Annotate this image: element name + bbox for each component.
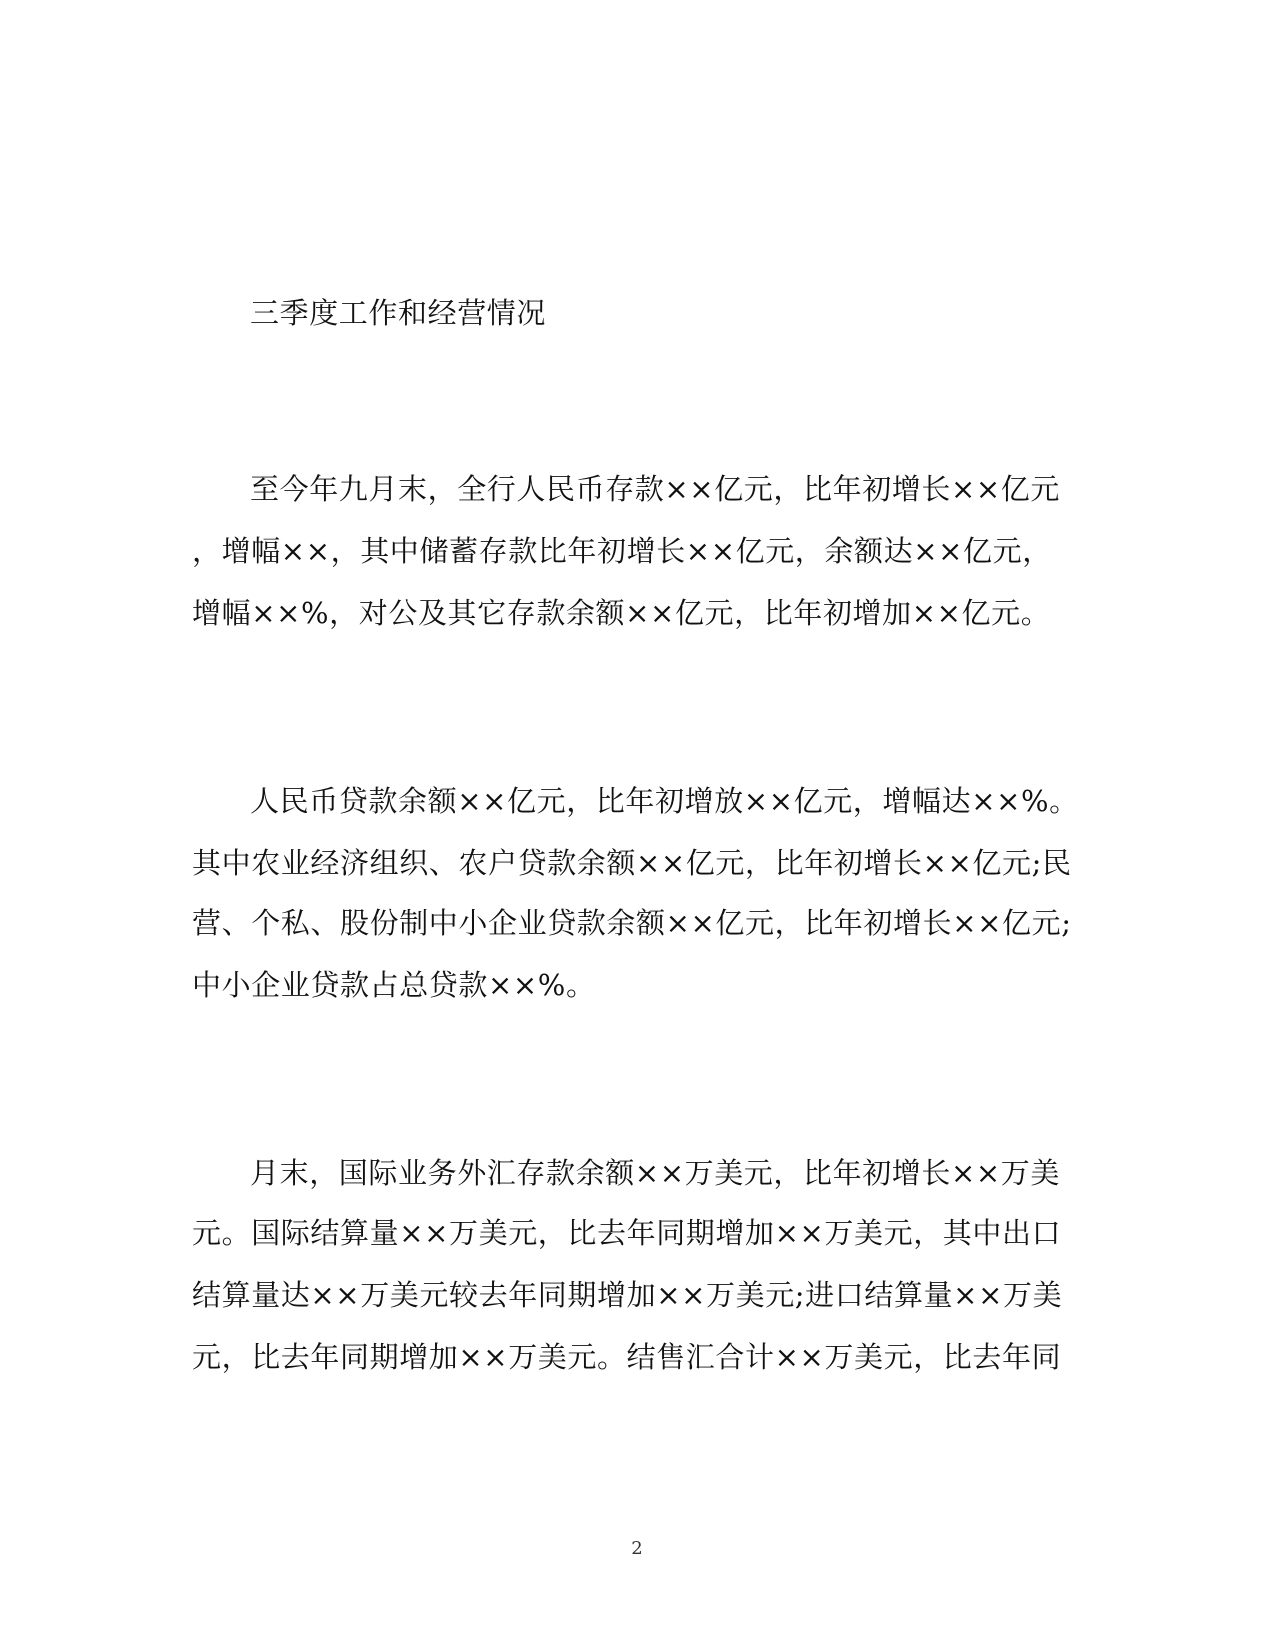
- paragraph-line: 营、个私、股份制中小企业贷款余额××亿元，比年初增长××亿元;: [192, 906, 1072, 940]
- paragraph-line: 结算量达××万美元较去年同期增加××万美元;进口结算量××万美: [192, 1278, 1063, 1312]
- paragraph-line: 中小企业贷款占总贷款××%。: [192, 968, 596, 1002]
- page-number: 2: [631, 1538, 643, 1559]
- paragraph-line: 月末，国际业务外汇存款余额××万美元，比年初增长××万美: [250, 1156, 1060, 1190]
- paragraph-line: 元，比去年同期增加××万美元。结售汇合计××万美元，比去年同: [192, 1340, 1062, 1374]
- paragraph-line: 人民币贷款余额××亿元，比年初增放××亿元，增幅达××%。: [250, 784, 1079, 818]
- paragraph-line: 其中农业经济组织、农户贷款余额××亿元，比年初增长××亿元;民: [192, 846, 1072, 880]
- paragraph-line: 至今年九月末，全行人民币存款××亿元，比年初增长××亿元: [250, 472, 1060, 506]
- paragraph-line: 增幅××%，对公及其它存款余额××亿元，比年初增加××亿元。: [192, 596, 1051, 630]
- paragraph-line: ，增幅××，其中储蓄存款比年初增长××亿元，余额达××亿元，: [192, 534, 1052, 568]
- section-heading: 三季度工作和经营情况: [250, 296, 547, 330]
- paragraph-line: 元。国际结算量××万美元，比去年同期增加××万美元，其中出口: [192, 1216, 1062, 1250]
